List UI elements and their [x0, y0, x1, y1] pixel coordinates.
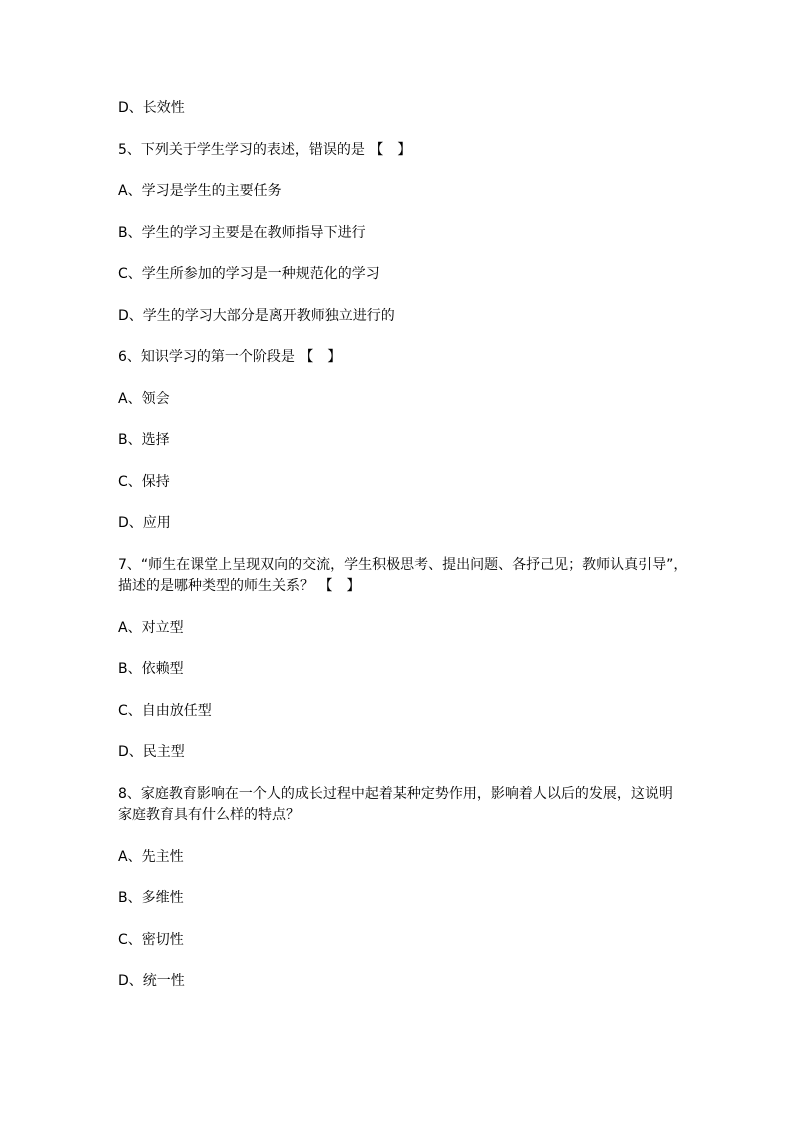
q7-stem-line-1: 7、“师生在课堂上呈现双向的交流，学生积极思考、提出问题、各抒己见；教师认真引导”， [118, 557, 688, 573]
q7-option-c: C、自由放任型 [118, 703, 212, 719]
q7-stem-line-2: 描述的是哪种类型的师生关系？ 【 】 [118, 578, 361, 594]
q5-option-a: A、学习是学生的主要任务 [118, 183, 282, 199]
q4-option-d: D、长效性 [118, 100, 185, 116]
q7-option-a: A、对立型 [118, 620, 184, 636]
q8-option-a: A、先主性 [118, 849, 184, 865]
q6-option-a: A、领会 [118, 391, 170, 407]
q6-stem: 6、知识学习的第一个阶段是 【 】 [118, 349, 342, 365]
q7-option-b: B、依赖型 [118, 661, 184, 677]
q5-option-d: D、学生的学习大部分是离开教师独立进行的 [118, 308, 395, 324]
q8-stem-line-2: 家庭教育具有什么样的特点？ [118, 807, 300, 823]
q5-option-b: B、学生的学习主要是在教师指导下进行 [118, 225, 366, 241]
q6-option-c: C、保持 [118, 474, 170, 490]
q5-option-c: C、学生所参加的学习是一种规范化的学习 [118, 266, 380, 282]
q5-stem: 5、下列关于学生学习的表述，错误的是 【 】 [118, 142, 412, 158]
q7-option-d: D、民主型 [118, 744, 185, 760]
q8-option-c: C、密切性 [118, 932, 184, 948]
q8-stem-line-1: 8、家庭教育影响在一个人的成长过程中起着某种定势作用，影响着人以后的发展，这说明 [118, 786, 673, 802]
q6-option-d: D、应用 [118, 515, 171, 531]
q8-option-d: D、统一性 [118, 973, 185, 989]
q6-option-b: B、选择 [118, 432, 170, 448]
q8-option-b: B、多维性 [118, 890, 184, 906]
